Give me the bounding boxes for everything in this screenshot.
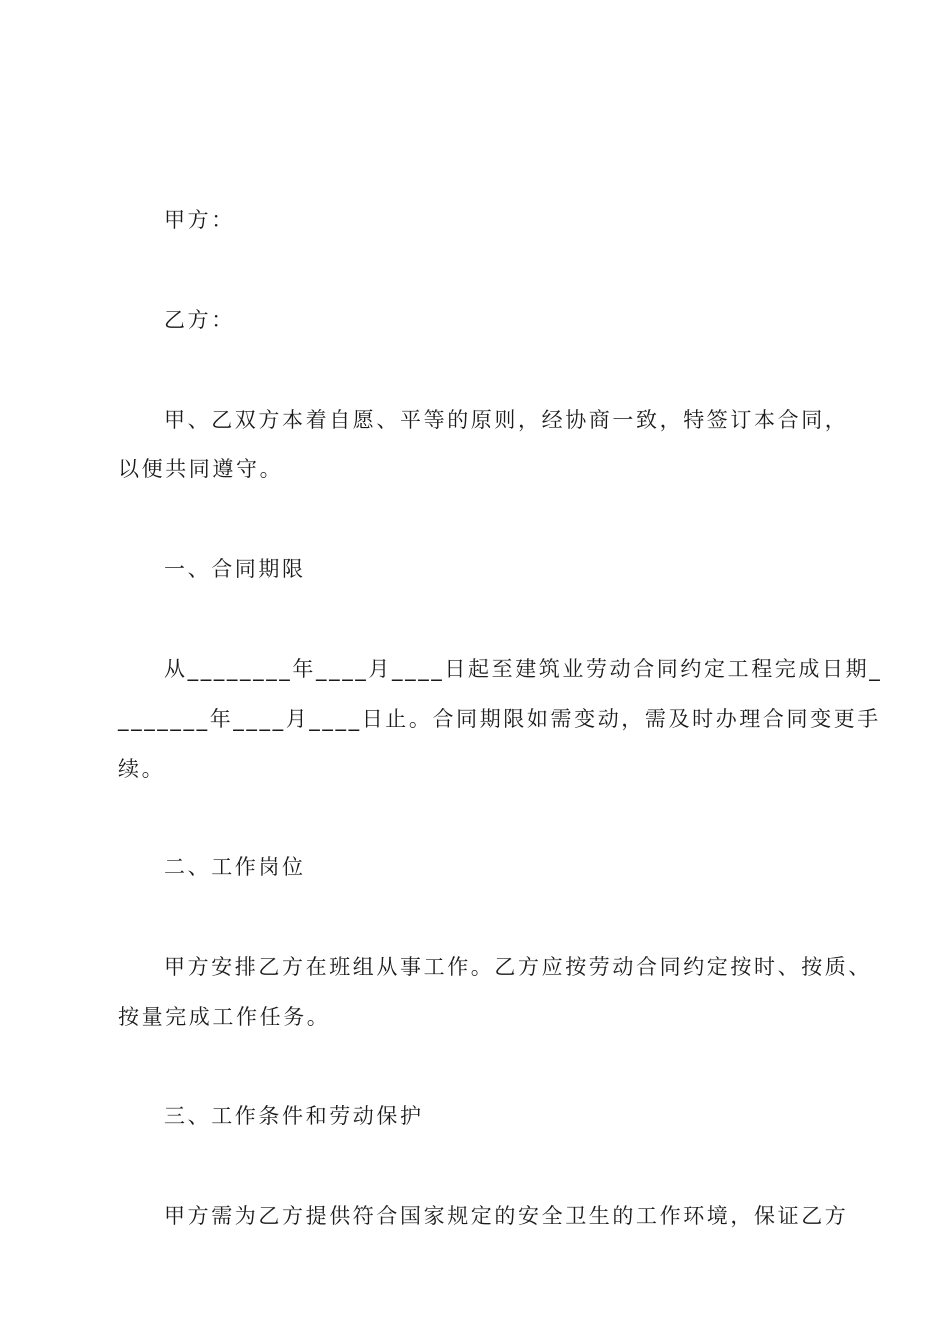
section-term-line-3: 续。: [118, 757, 166, 781]
section-term-line-2: _______年____月____日止。合同期限如需变动，需及时办理合同变更手: [118, 707, 881, 731]
section-heading-conditions: 三、工作条件和劳动保护: [164, 1104, 424, 1128]
section-conditions-line-1: 甲方需为乙方提供符合国家规定的安全卫生的工作环境，保证乙方: [164, 1204, 849, 1228]
section-term-line-1: 从________年____月____日起至建筑业劳动合同约定工程完成日期_: [164, 657, 883, 681]
section-position-line-2: 按量完成工作任务。: [118, 1005, 331, 1029]
party-b-label: 乙方：: [164, 308, 235, 332]
party-a-label: 甲方：: [164, 208, 235, 232]
section-heading-term: 一、合同期限: [164, 557, 306, 581]
intro-line-2: 以便共同遵守。: [118, 457, 284, 481]
section-heading-position: 二、工作岗位: [164, 855, 306, 879]
intro-line-1: 甲、乙双方本着自愿、平等的原则，经协商一致，特签订本合同，: [164, 408, 849, 432]
section-position-line-1: 甲方安排乙方在班组从事工作。乙方应按劳动合同约定按时、按质、: [164, 955, 872, 979]
